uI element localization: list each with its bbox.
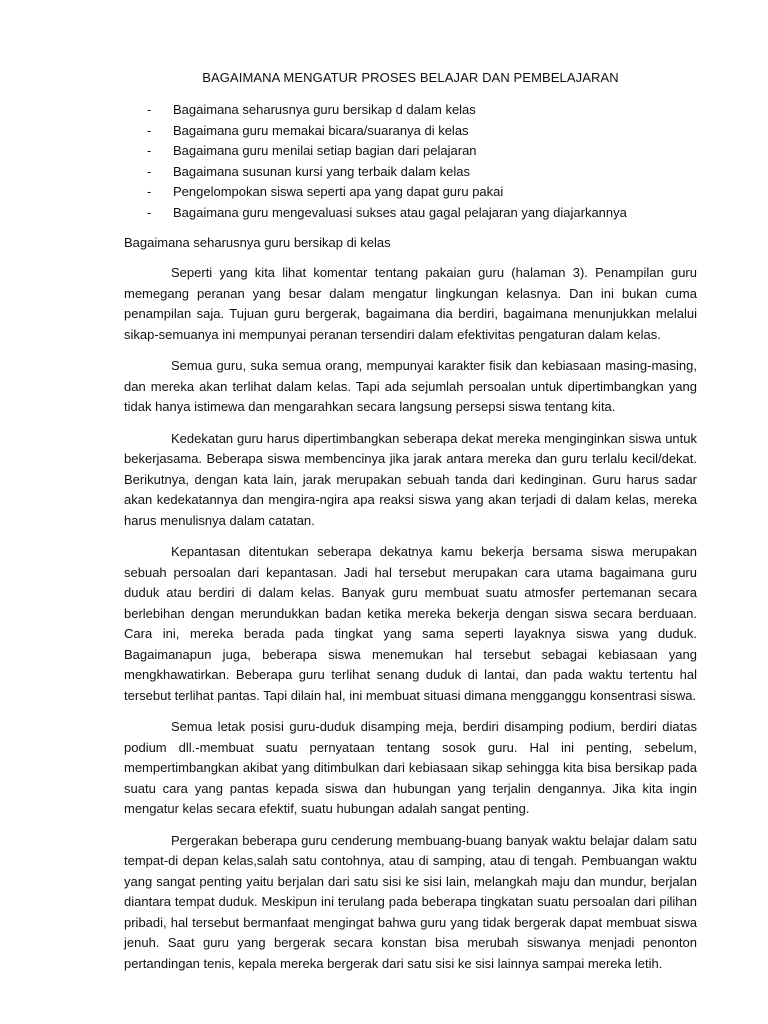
topic-list (124, 100, 697, 223)
bullet-marker: - (147, 204, 152, 220)
bullet-marker: - (147, 163, 152, 179)
list-item (124, 203, 697, 224)
list-item-text: Bagaimana guru memakai bicara/suaranya di kelas (173, 122, 469, 138)
list-item-text: Bagaimana susunan kursi yang terbaik dalam kelas (173, 163, 471, 179)
bullet-marker: - (147, 122, 152, 138)
list-item (124, 100, 697, 121)
list-item-text: Pengelompokan siswa seperti apa yang dapat guru pakai (173, 184, 504, 199)
section-heading: Bagaimana seharusnya guru bersikap di kelas (124, 235, 391, 250)
paragraph: Seperti yang kita lihat komentar tentang pakaian guru (halaman 3). Penampilan guru memegang peranan yang besar dalam mengatur lingkungan kelasnya. Dan ini bukan cuma penampilan saja. Tujuan guru bergerak, bagaimana dia berdiri, bagaimana menunjukkan melalui sikap-semuanya ini mempunyai peranan tersendiri dalam efektivitas pengaturan dalam kelas. (124, 265, 697, 342)
paragraph: Semua letak posisi guru-duduk disamping meja, berdiri disamping podium, berdiri diatas podium dll.-membuat suatu pernyataan tentang sosok guru. Hal ini penting, sebelum, mempertimbangkan akibat yang ditimbulkan dari kebiasaan sikap sehingga kita bisa bersikap pada suatu cara yang pantas kepada siswa dan hubungan yang terjalin dengannya. Jika kita ingin mengatur kelas secara efektif, suatu hubungan adalah sangat penting. (124, 719, 697, 816)
paragraph: Kedekatan guru harus dipertimbangkan seberapa dekat mereka menginginkan siswa untuk bekerjasama. Beberapa siswa membencinya jika jarak antara mereka dan guru terlalu kecil/dekat. Berikutnya, dengan kata lain, jarak merupakan sebuah tanda dari kedinginan. Guru harus sadar akan kedekatannya dan mengira-ngira apa reaksi siswa yang akan terjadi di dalam kelas, mereka harus menulisnya dalam catatan. (124, 430, 697, 528)
paragraph: Kepantasan ditentukan seberapa dekatnya kamu bekerja bersama siswa merupakan sebuah persoalan dari kepantasan. Jadi hal tersebut merupakan cara utama bagaimana guru duduk atau berdiri di dalam kelas. Banyak guru membuat suatu atmosfer pertemanan secara berlebihan dengan merundukkan badan ketika mereka bekerja dengan siswa secara berduaan. Cara ini, mereka berada pada tingkat yang sama seperti layaknya siswa yang duduk. Bagaimanapun juga, beberapa siswa menemukan hal tersebut sebagai kebiasaan yang mengkhawatirkan. Beberapa guru terlihat senang duduk di lantai, dan pada waktu tertentu hal tersebut terlihat pantas. Tapi dilain hal, ini membuat situasi dimana mengganggu konsentrasi siswa. (124, 544, 697, 703)
list-item-text: Bagaimana guru menilai setiap bagian dari pelajaran (173, 143, 477, 158)
list-item (124, 182, 697, 203)
bullet-marker: - (147, 102, 152, 117)
document-content (124, 68, 697, 985)
bullet-marker: - (147, 143, 152, 158)
bullet-marker: - (147, 184, 152, 199)
list-item (124, 121, 697, 142)
list-item (124, 162, 697, 183)
paragraph: Semua guru, suka semua orang, mempunyai karakter fisik dan kebiasaan masing-masing, dan mereka akan terlihat dalam kelas. Tapi ada sejumlah persoalan untuk dipertimbangkan yang tidak hanya istimewa dan mengarahkan secara langsung persepsi siswa tentang kita. (124, 358, 697, 414)
document-title: BAGAIMANA MENGATUR PROSES BELAJAR DAN PEMBELAJARAN (202, 70, 619, 85)
list-item-text: Bagaimana guru mengevaluasi sukses atau gagal pelajaran yang diajarkannya (173, 204, 627, 220)
list-item (124, 141, 697, 162)
paragraph: Pergerakan beberapa guru cenderung membuang-buang banyak waktu belajar dalam satu tempat-di depan kelas,salah satu contohnya, atau di samping, atau di tengah. Pembuangan waktu yang sangat penting yaitu berjalan dari satu sisi ke sisi lain, melangkah maju dan mundur, berjalan diantara tempat duduk. Meskipun ini terulang pada beberapa tingkatan suatu persoalan dari pilihan pribadi, hal tersebut bermanfaat mengingat bahwa guru yang tidak bergerak dapat membuat siswa jenuh. Saat guru yang bergerak secara konstan bisa merubah siswanya menjadi penonton pertandingan tenis, kepala mereka bergerak dari satu sisi ke sisi lainnya sampai mereka letih. (124, 832, 697, 971)
list-item-text: Bagaimana seharusnya guru bersikap d dalam kelas (173, 102, 476, 117)
